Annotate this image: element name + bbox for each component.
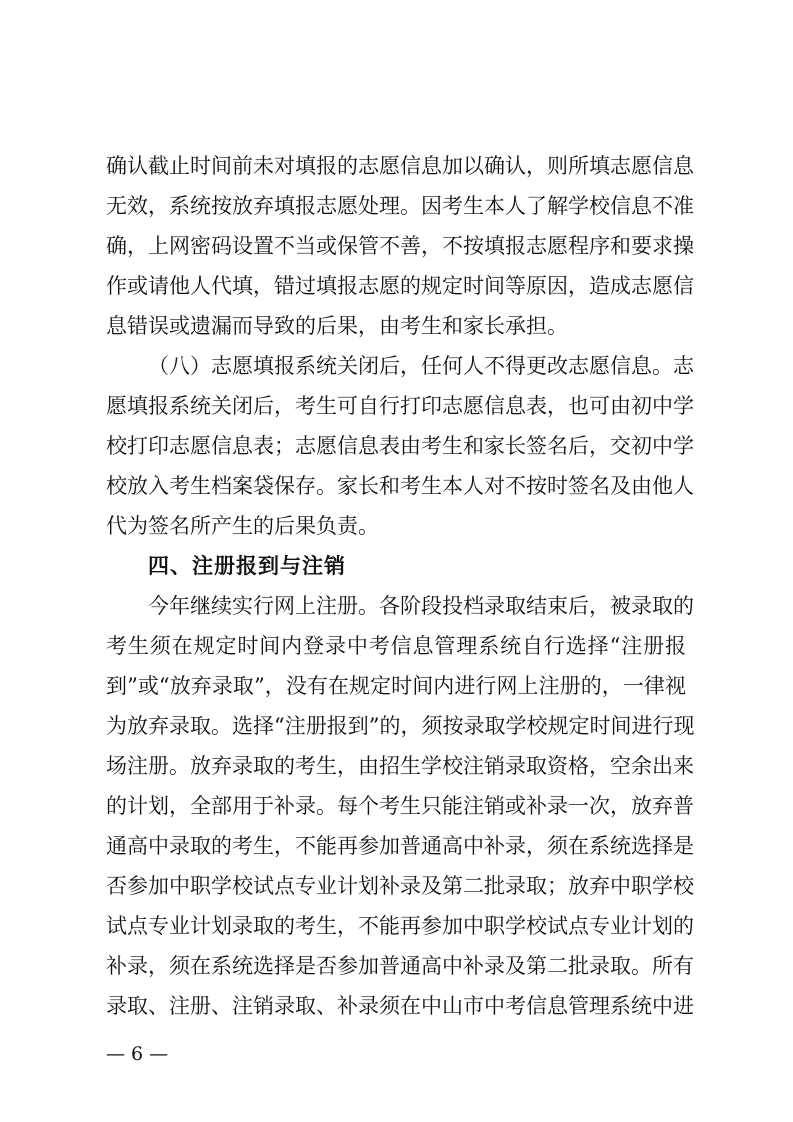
paragraph-line: 愿填报系统关闭后，考生可自行打印志愿信息表，也可由初中学 [106,394,694,418]
paragraph-line: 息错误或遗漏而导致的后果，由考生和家长承担。 [106,314,568,338]
paragraph-line: 的计划，全部用于补录。每个考生只能注销或补录一次，放弃普 [106,794,694,818]
paragraph-line: 考生须在规定时间内登录中考信息管理系统自行选择“注册报 [106,634,686,658]
paragraph-line: 校打印志愿信息表；志愿信息表由考生和家长签名后，交初中学 [106,434,694,458]
paragraph-line: 试点专业计划录取的考生，不能再参加中职学校试点专业计划的 [106,914,694,938]
paragraph-line: 确认截止时间前未对填报的志愿信息加以确认，则所填志愿信息 [106,154,694,178]
paragraph-line: 为放弃录取。选择“注册报到”的，须按录取学校规定时间进行现 [106,714,695,738]
paragraph-line: 到”或“放弃录取”，没有在规定时间内进行网上注册的，一律视 [106,674,686,698]
paragraph-line: 作或请他人代填，错过填报志愿的规定时间等原因，造成志愿信 [106,274,694,298]
paragraph-line: 今年继续实行网上注册。各阶段投档录取结束后，被录取的 [148,594,694,618]
page-number: — 6 — [106,1043,169,1065]
paragraph-line: 确，上网密码设置不当或保管不善，不按填报志愿程序和要求操 [106,234,694,258]
paragraph-line: 补录，须在系统选择是否参加普通高中补录及第二批录取。所有 [106,954,694,978]
paragraph-line: 场注册。放弃录取的考生，由招生学校注销录取资格，空余出来 [106,754,694,778]
paragraph-line: （八）志愿填报系统关闭后，任何人不得更改志愿信息。志 [148,354,694,378]
paragraph-line: 代为签名所产生的后果负责。 [106,514,379,538]
section-heading: 四、注册报到与注销 [148,554,346,578]
paragraph-line: 校放入考生档案袋保存。家长和考生本人对不按时签名及由他人 [106,474,694,498]
paragraph-line: 录取、注册、注销录取、补录须在中山市中考信息管理系统中进 [106,994,694,1018]
paragraph-line: 无效，系统按放弃填报志愿处理。因考生本人了解学校信息不准 [106,194,694,218]
paragraph-line: 否参加中职学校试点专业计划补录及第二批录取；放弃中职学校 [106,874,694,898]
paragraph-line: 通高中录取的考生，不能再参加普通高中补录，须在系统选择是 [106,834,694,858]
